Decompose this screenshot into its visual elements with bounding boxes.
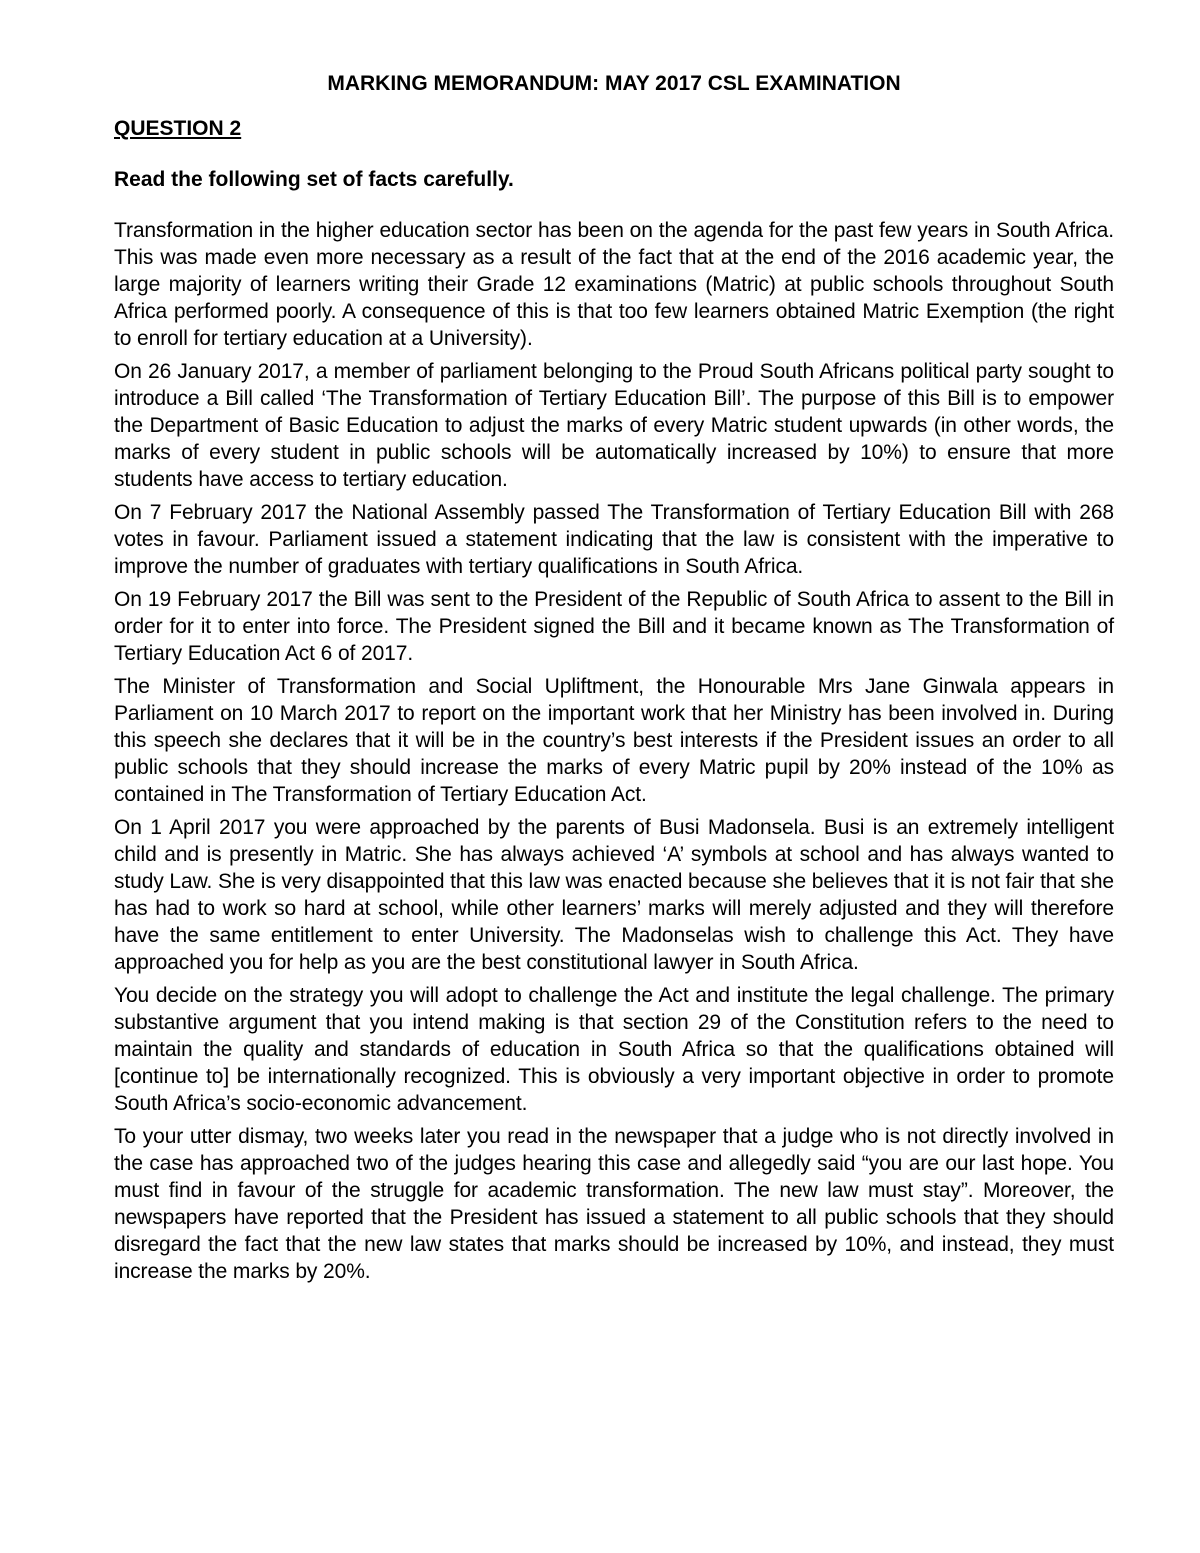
paragraph-bill-introduced: On 26 January 2017, a member of parliament belonging to the Proud South Africans political party sought to introduce a Bill called ‘The Transformation of Tertiary Education Bill’. The purpose of this Bill is to empower the Department of Basic Education to adjust the marks of every Matric student upwards (in other words, the marks of every student in public schools will be automatically increased by 10%) to ensure that more students have access to tertiary education. — [114, 360, 1114, 491]
paragraph-transformation: Transformation in the higher education sector has been on the agenda for the past few years in South Africa. This was made even more necessary as a result of the fact that at the end of the 2016 academic year, the large majority of learners writing their Grade 12 examinations (Matric) at public schools throughout South Africa performed poorly. A consequence of this is that too few learners obtained Matric Exemption (the right to enroll for tertiary education at a University). — [114, 219, 1114, 350]
document-page — [114, 70, 1114, 1291]
paragraph-newspaper-report: To your utter dismay, two weeks later you read in the newspaper that a judge who is not directly involved in the case has approached two of the judges hearing this case and allegedly said “you are our last hope. You must find in favour of the struggle for academic transformation. The new law must stay”. Moreover, the newspapers have reported that the President has issued a statement to all public schools that they should disregard the fact that the new law states that marks should be increased by 10%, and instead, they must increase the marks by 20%. — [114, 1125, 1114, 1283]
document-title: MARKING MEMORANDUM: MAY 2017 CSL EXAMINATION — [327, 72, 901, 95]
paragraph-president-assent: On 19 February 2017 the Bill was sent to the President of the Republic of South Africa to assent to the Bill in order for it to enter into force. The President signed the Bill and it became known as The Transformation of Tertiary Education Act 6 of 2017. — [114, 588, 1114, 665]
paragraph-legal-strategy: You decide on the strategy you will adopt to challenge the Act and institute the legal challenge. The primary substantive argument that you intend making is that section 29 of the Constitution refers to the need to maintain the quality and standards of education in South Africa so that the qualifications obtained will [continue to] be internationally recognized. This is obviously a very important objective in order to promote South Africa’s socio-economic advancement. — [114, 984, 1114, 1115]
paragraph-minister-speech: The Minister of Transformation and Social Upliftment, the Honourable Mrs Jane Ginwala appears in Parliament on 10 March 2017 to report on the important work that her Ministry has been involved in. During this speech she declares that it will be in the country’s best interests if the President issues an order to all public schools that they should increase the marks of every Matric pupil by 20% instead of the 10% as contained in The Transformation of Tertiary Education Act. — [114, 675, 1114, 806]
intro-instruction: Read the following set of facts carefully. — [114, 168, 514, 191]
paragraph-assembly-passed: On 7 February 2017 the National Assembly passed The Transformation of Tertiary Education Bill with 268 votes in favour. Parliament issued a statement indicating that the law is consistent with the imperative to improve the number of graduates with tertiary qualifications in South Africa. — [114, 501, 1114, 578]
paragraph-madonsela-parents: On 1 April 2017 you were approached by the parents of Busi Madonsela. Busi is an extremely intelligent child and is presently in Matric. She has always achieved ‘A’ symbols at school and has always wanted to study Law. She is very disappointed that this law was enacted because she believes that it is not fair that she has had to work so hard at school, while other learners’ marks will merely adjusted and they will therefore have the same entitlement to enter University. The Madonselas wish to challenge this Act. They have approached you for help as you are the best constitutional lawyer in South Africa. — [114, 816, 1114, 974]
question-heading: QUESTION 2 — [114, 117, 242, 140]
